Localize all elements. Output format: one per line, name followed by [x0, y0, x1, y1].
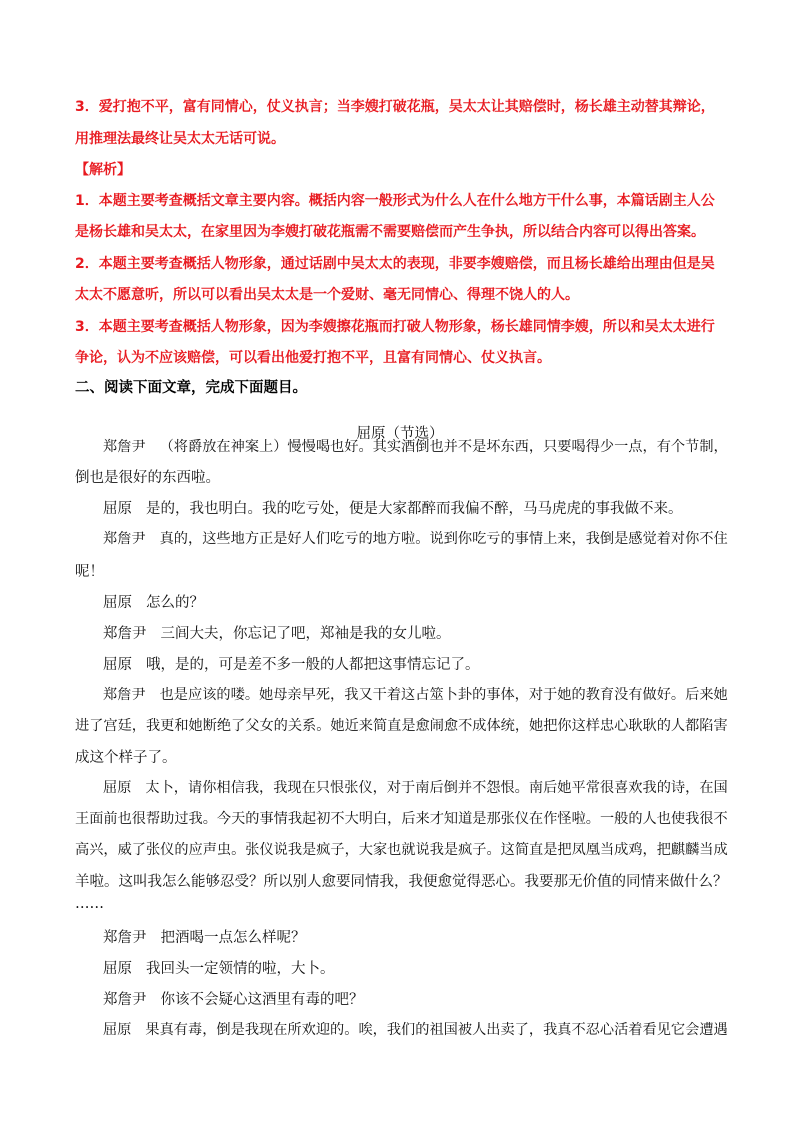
dialogue-text: 真的，这些地方正是好人们吃亏的地方啦。说到你吃亏的事情上来，我倒是感觉着对你不住	[159, 531, 728, 547]
dialogue-text: 果真有毒，倒是我现在所欢迎的。唉，我们的祖国被人出卖了，我真不忍心活着看见它会遭遇	[145, 1022, 728, 1038]
dialogue-line	[103, 653, 480, 674]
speaker-name: 屈原	[103, 595, 132, 611]
dialogue-line	[103, 622, 451, 643]
dialogue-line	[103, 497, 683, 518]
analysis-3-line-2: 争论，认为不应该赔偿，可以看出他爱打抱不平，且富有同情心、仗义执言。	[75, 350, 551, 366]
dialogue-line	[103, 684, 728, 704]
dialogue-line	[103, 926, 306, 947]
dialogue-text: 也是应该的喽。她母亲早死，我又干着这占筮卜卦的事体，对于她的教育没有做好。后来她	[159, 687, 728, 703]
analysis-heading: 【解析】	[75, 162, 131, 178]
dialogue-continuation: 成这个样子了。	[75, 750, 177, 766]
section-2-heading: 二、阅读下面文章，完成下面题目。	[75, 380, 307, 396]
analysis-2-line-2: 太太不愿意听，所以可以看出吴太太是一个爱财、毫无同情心、得理不饶人的人。	[75, 287, 579, 303]
dialogue-line	[103, 777, 728, 797]
dialogue-continuation: 进了宫廷，我更和她断绝了父女的关系。她近来简直是愈闹愈不成体统，她把你这样忠心耿耿的人都陷害	[75, 718, 728, 734]
speaker-name: 郑詹尹	[103, 626, 147, 642]
dialogue-text: 哦，是的，可是差不多一般的人都把这事情忘记了。	[146, 657, 480, 673]
dialogue-continuation: 王面前也很帮助过我。今天的事情我起初不大明白，后来才知道是那张仪在作怪啦。一般的人也使我很不	[75, 811, 728, 827]
analysis-3-line-1: 3．本题主要考查概括人物形象，因为李嫂擦花瓶而打破人物形象，杨长雄同情李嫂，所以和吴太太进行	[75, 319, 715, 335]
dialogue-line	[103, 436, 728, 456]
analysis-1-line-1: 1．本题主要考查概括文章主要内容。概括内容一般形式为什么人在什么地方干什么事，本篇话剧主人公	[75, 193, 715, 209]
dialogue-text: 三闾大夫，你忘记了吧，郑袖是我的女儿啦。	[160, 626, 451, 642]
speaker-name: 屈原	[103, 501, 132, 517]
dialogue-text: （将爵放在神案上）慢慢喝也好。其实酒倒也并不是坏东西，只要喝得少一点，有个节制，	[159, 439, 728, 455]
speaker-name: 郑詹尹	[103, 439, 146, 455]
dialogue-continuation: 高兴，威了张仪的应声虫。张仪说我是疯子，大家也就说我是疯子。这简直是把凤凰当成鸡，把麒麟当成	[75, 842, 728, 858]
speaker-name: 郑詹尹	[103, 930, 147, 946]
dialogue-line	[103, 591, 204, 612]
speaker-name: 郑詹尹	[103, 687, 146, 703]
dialogue-continuation: 呢！	[75, 564, 104, 580]
dialogue-continuation: 羊啦。这叫我怎么能够忍受？所以别人愈要同情我，我便愈觉得恶心。我要那无价值的同情来做什么？	[75, 874, 728, 890]
analysis-1-line-2: 是杨长雄和吴太太，在家里因为李嫂打破花瓶需不需要赔偿而产生争执，所以结合内容可以得出答案。	[75, 224, 705, 240]
analysis-2-line-1: 2．本题主要考查概括人物形象，通过话剧中吴太太的表现，非要李嫂赔偿，而且杨长雄给出理由但是吴	[75, 256, 715, 272]
dialogue-continuation: 倒也是很好的东西啦。	[75, 470, 220, 486]
dialogue-line	[103, 957, 335, 978]
ellipsis: ……	[75, 896, 104, 912]
dialogue-text: 怎么的？	[146, 595, 204, 611]
passage-title: 屈原（节选）	[356, 425, 444, 442]
dialogue-text: 太卜，请你相信我，我现在只恨张仪，对于南后倒并不怨恨。南后她平常很喜欢我的诗，在国	[145, 780, 728, 796]
speaker-name: 郑詹尹	[103, 531, 146, 547]
speaker-name: 屈原	[103, 961, 132, 977]
dialogue-line	[103, 988, 364, 1009]
dialogue-text: 把酒喝一点怎么样呢？	[160, 930, 306, 946]
speaker-name: 屈原	[103, 1022, 132, 1038]
dialogue-text: 我回头一定领情的啦，大卜。	[146, 961, 335, 977]
answer-3-line-2: 用推理法最终让吴太太无话可说。	[75, 131, 285, 147]
dialogue-text: 是的，我也明白。我的吃亏处，便是大家都醉而我偏不醉，马马虎虎的事我做不来。	[146, 501, 683, 517]
answer-3-line-1: 3．爱打抱不平，富有同情心，仗义执言；当李嫂打破花瓶，吴太太让其赔偿时，杨长雄主动替其辩论，	[75, 99, 715, 115]
speaker-name: 屈原	[103, 780, 132, 796]
speaker-name: 屈原	[103, 657, 132, 673]
dialogue-line	[103, 1019, 728, 1039]
dialogue-line	[103, 528, 728, 548]
speaker-name: 郑詹尹	[103, 992, 147, 1008]
dialogue-text: 你该不会疑心这酒里有毒的吧？	[160, 992, 364, 1008]
